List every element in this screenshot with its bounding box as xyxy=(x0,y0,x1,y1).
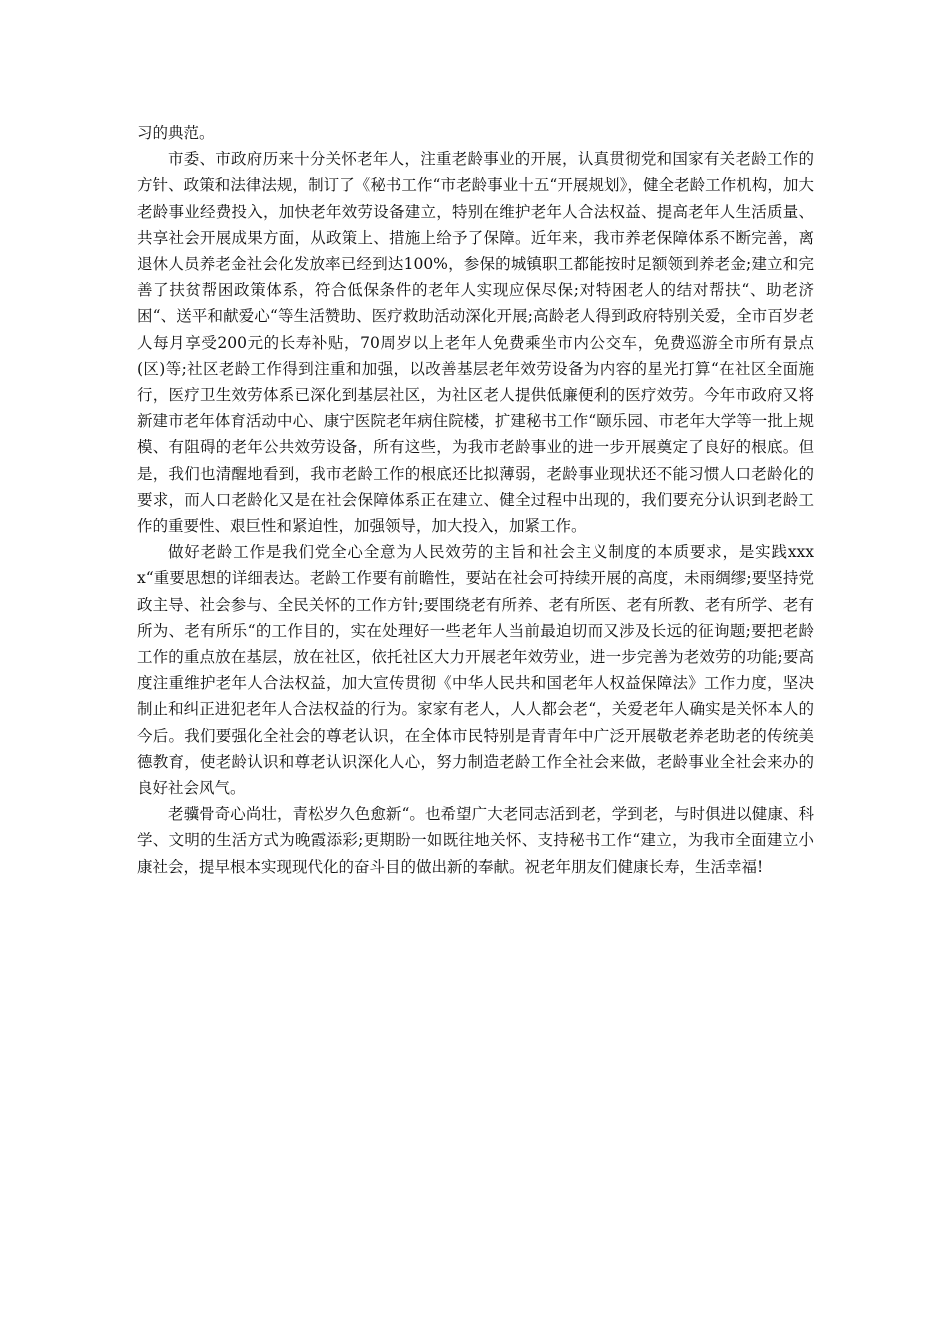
paragraph-2: 市委、市政府历来十分关怀老年人，注重老龄事业的开展，认真贯彻党和国家有关老龄工作的方针、政策和法律法规，制订了《秘书工作“市老龄事业十五“开展规划》，健全老龄工作机构，加大老龄事业经费投入，加快老年效劳设备建立，特别在维护老年人合法权益、提高老年人生活质量、共享社会开展成果方面，从政策上、措施上给予了保障。近年来，我市养老保障体系不断完善，离退休人员养老金社会化发放率已经到达100%，参保的城镇职工都能按时足额领到养老金;建立和完善了扶贫帮困政策体系，符合低保条件的老年人实现应保尽保;对特困老人的结对帮扶“、助老济困“、送平和献爱心“等生活赞助、医疗救助活动深化开展;高龄老人得到政府特别关爱，全市百岁老人每月享受200元的长寿补贴，70周岁以上老年人免费乘坐市内公交车，免费巡游全市所有景点(区)等;社区老龄工作得到注重和加强，以改善基层老年效劳设备为内容的星光打算“在社区全面施行，医疗卫生效劳体系已深化到基层社区，为社区老人提供低廉便利的医疗效劳。今年市政府又将新建市老年体育活动中心、康宁医院老年病住院楼，扩建秘书工作“颐乐园、市老年大学等一批上规模、有阻碍的老年公共效劳设备，所有这些，为我市老龄事业的进一步开展奠定了良好的根底。但是，我们也清醒地看到，我市老龄工作的根底还比拟薄弱，老龄事业现状还不能习惯人口老龄化的要求，而人口老龄化又是在社会保障体系正在建立、健全过程中出现的，我们要充分认识到老龄工作的重要性、艰巨性和紧迫性，加强领导，加大投入，加紧工作。 xyxy=(137,150,814,536)
paragraph-1: 习的典范。 xyxy=(137,124,215,142)
paragraph-4: 老骥骨奇心尚壮，青松岁久色愈新“。也希望广大老同志活到老，学到老，与时俱进以健康、科学、文明的生活方式为晚霞添彩;更期盼一如既往地关怀、支持秘书工作“建立，为我市全面建立小康社会，提早根本实现现代化的奋斗目的做出新的奉献。祝老年朋友们健康长寿，生活幸福! xyxy=(137,805,814,876)
paragraph-3: 做好老龄工作是我们党全心全意为人民效劳的主旨和社会主义制度的本质要求，是实践xxxx“重要思想的详细表达。老龄工作要有前瞻性，要站在社会可持续开展的高度，未雨绸缪;要坚持党政主导、社会参与、全民关怀的工作方针;要围绕老有所养、老有所医、老有所教、老有所学、老有所为、老有所乐“的工作目的，实在处理好一些老年人当前最迫切而又涉及长远的征询题;要把老龄工作的重点放在基层，放在社区，依托社区大力开展老年效劳业，进一步完善为老效劳的功能;要高度注重维护老年人合法权益，加大宣传贯彻《中华人民共和国老年人权益保障法》工作力度，坚决制止和纠正进犯老年人合法权益的行为。家家有老人，人人都会老“，关爱老年人确实是关怀本人的今后。我们要强化全社会的尊老认识，在全体市民特别是青青年中广泛开展敬老养老助老的传统美德教育，使老龄认识和尊老认识深化人心，努力制造老龄工作全社会来做，老龄事业全社会来办的良好社会风气。 xyxy=(137,543,814,798)
document-body xyxy=(137,120,814,880)
